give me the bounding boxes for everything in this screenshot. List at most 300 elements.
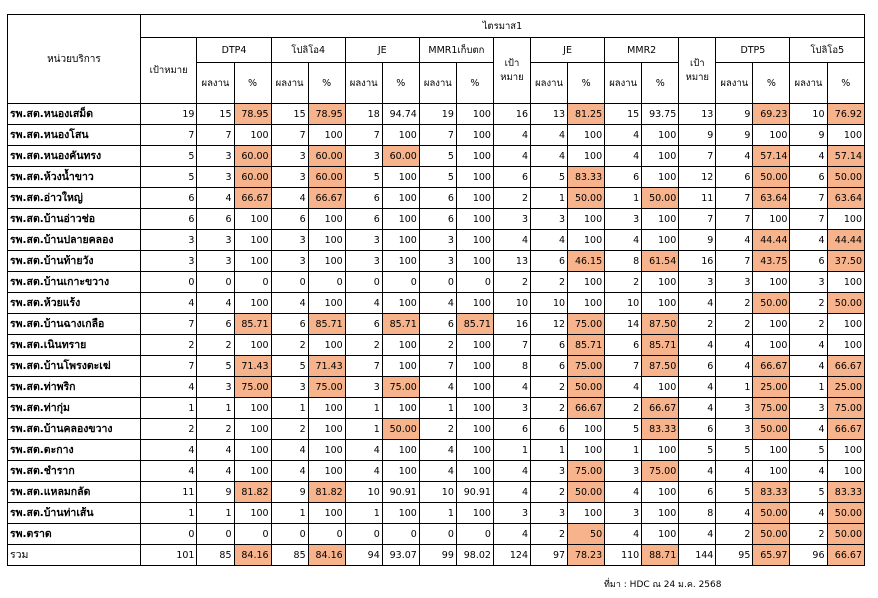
percent-cell: 100 [642,146,679,167]
unit-column-header: หน่วยบริการ [8,15,141,104]
count-cell: 5 [140,146,197,167]
percent-cell: 81.82 [234,482,271,503]
count-cell: 2 [605,398,642,419]
count-cell: 4 [605,146,642,167]
unit-name: รพ.สต.อ่าวใหญ่ [8,188,141,209]
count-cell: 4 [493,377,530,398]
count-cell: 5 [531,167,568,188]
unit-name: รพ.สต.ชำราก [8,461,141,482]
count-cell: 3 [197,167,234,188]
percent-cell: 63.64 [827,188,864,209]
count-cell: 1 [605,440,642,461]
count-cell: 5 [679,440,716,461]
count-cell: 3 [790,272,827,293]
count-cell: 6 [345,314,382,335]
percent-cell: 100 [382,461,419,482]
count-cell: 0 [197,524,234,545]
count-cell: 10 [790,104,827,125]
percent-cell: 50.00 [382,419,419,440]
percent-cell: 87.50 [642,356,679,377]
percent-cell: 100 [456,167,493,188]
count-cell: 4 [716,335,753,356]
percent-cell: 100 [456,356,493,377]
count-cell: 4 [716,230,753,251]
percent-cell: 100 [753,272,790,293]
percent-cell: 85.71 [642,335,679,356]
count-cell: 1 [605,188,642,209]
result-header: ผลงาน [605,63,642,104]
count-cell: 4 [140,440,197,461]
percent-cell: 50.00 [642,188,679,209]
percent-cell: 50.00 [753,293,790,314]
count-cell: 4 [271,188,308,209]
count-cell: 1 [345,503,382,524]
count-cell: 8 [679,503,716,524]
count-cell: 4 [419,293,456,314]
count-cell: 4 [493,524,530,545]
count-cell: 4 [140,293,197,314]
count-cell: 6 [197,314,234,335]
percent-cell: 100 [456,230,493,251]
unit-name: รพ.สต.ท่าพริก [8,377,141,398]
count-cell: 3 [716,398,753,419]
table-row [8,146,865,167]
percent-cell: 100 [827,272,864,293]
count-cell: 0 [197,272,234,293]
count-cell: 2 [716,314,753,335]
percent-cell: 85.71 [234,314,271,335]
percent-cell: 85.71 [568,335,605,356]
count-cell: 4 [419,440,456,461]
percent-cell: 44.44 [827,230,864,251]
count-cell: 2 [716,524,753,545]
group-header-je-1: JE [345,38,419,63]
count-cell: 4 [419,377,456,398]
count-cell: 2 [345,335,382,356]
percent-cell: 100 [456,209,493,230]
count-cell: 10 [419,482,456,503]
unit-name: รพ.สต.บ้านท่าเส้น [8,503,141,524]
percent-cell: 100 [234,251,271,272]
percent-cell: 100 [827,314,864,335]
percent-cell: 50.00 [827,167,864,188]
count-cell: 7 [140,314,197,335]
table-row [8,314,865,335]
count-cell: 2 [531,398,568,419]
count-cell: 2 [271,419,308,440]
percent-cell: 100 [568,209,605,230]
count-cell: 0 [271,272,308,293]
percent-cell: 81.25 [568,104,605,125]
percent-cell: 100 [382,356,419,377]
count-cell: 9 [716,125,753,146]
percent-cell: 100 [456,335,493,356]
count-cell: 3 [679,272,716,293]
count-cell: 4 [419,461,456,482]
percent-cell: 100 [568,125,605,146]
count-cell: 6 [419,188,456,209]
percent-header: % [456,63,493,104]
table-row [8,461,865,482]
count-cell: 2 [419,335,456,356]
count-cell: 7 [679,209,716,230]
count-cell: 4 [271,293,308,314]
count-cell: 2 [493,188,530,209]
count-cell: 4 [790,419,827,440]
count-cell: 3 [140,230,197,251]
count-cell: 9 [197,482,234,503]
percent-cell: 100 [568,230,605,251]
count-cell: 4 [493,230,530,251]
percent-cell: 63.64 [753,188,790,209]
count-cell: 95 [716,545,753,566]
count-cell: 7 [345,125,382,146]
table-row [8,293,865,314]
percent-cell: 100 [753,314,790,335]
table-row [8,209,865,230]
table-row [8,440,865,461]
group-header-polio5: โปลิโอ5 [790,38,865,63]
count-cell: 2 [531,524,568,545]
percent-header: % [642,63,679,104]
table-row [8,272,865,293]
count-cell: 6 [345,209,382,230]
count-cell: 2 [790,524,827,545]
table-row [8,398,865,419]
count-cell: 4 [716,356,753,377]
percent-cell: 50.00 [753,524,790,545]
count-cell: 110 [605,545,642,566]
count-cell: 11 [140,482,197,503]
percent-cell: 100 [308,209,345,230]
percent-cell: 0 [234,272,271,293]
count-cell: 4 [345,440,382,461]
table-header [8,15,865,104]
percent-cell: 100 [568,503,605,524]
count-cell: 6 [271,314,308,335]
percent-header: % [568,63,605,104]
percent-cell: 75.00 [568,461,605,482]
count-cell: 0 [140,272,197,293]
percent-cell: 81.82 [308,482,345,503]
count-cell: 4 [679,461,716,482]
percent-cell: 100 [753,335,790,356]
unit-name: รพ.สต.หนองเสม็ด [8,104,141,125]
count-cell: 7 [790,209,827,230]
count-cell: 9 [679,230,716,251]
percent-cell: 50.00 [827,524,864,545]
table-row [8,335,865,356]
percent-cell: 69.23 [753,104,790,125]
percent-cell: 100 [456,104,493,125]
percent-cell: 90.91 [456,482,493,503]
table-row [8,167,865,188]
count-cell: 2 [531,482,568,503]
count-cell: 7 [140,356,197,377]
unit-name: รพ.สต.บ้านโพรงตะเฆ่ [8,356,141,377]
percent-cell: 60.00 [234,146,271,167]
group-header-dtp4: DTP4 [197,38,271,63]
count-cell: 5 [345,167,382,188]
percent-cell: 100 [234,461,271,482]
count-cell: 4 [493,125,530,146]
count-cell: 7 [493,335,530,356]
count-cell: 4 [531,146,568,167]
percent-cell: 100 [234,230,271,251]
count-cell: 3 [197,146,234,167]
count-cell: 3 [790,398,827,419]
count-cell: 7 [716,251,753,272]
percent-cell: 83.33 [827,482,864,503]
percent-cell: 25.00 [753,377,790,398]
percent-cell: 100 [308,230,345,251]
count-cell: 4 [716,461,753,482]
percent-cell: 46.15 [568,251,605,272]
count-cell: 3 [345,230,382,251]
percent-cell: 100 [827,209,864,230]
count-cell: 7 [345,356,382,377]
percent-cell: 75.00 [753,398,790,419]
percent-cell: 100 [308,440,345,461]
percent-cell: 75.00 [234,377,271,398]
count-cell: 5 [716,440,753,461]
count-cell: 15 [271,104,308,125]
unit-name: รพ.สต.แหลมกลัด [8,482,141,503]
count-cell: 0 [419,524,456,545]
percent-cell: 100 [568,293,605,314]
count-cell: 94 [345,545,382,566]
unit-name: รพ.สต.หนองคันทรง [8,146,141,167]
count-cell: 15 [197,104,234,125]
count-cell: 0 [345,272,382,293]
count-cell: 4 [790,146,827,167]
count-cell: 4 [679,293,716,314]
count-cell: 4 [790,335,827,356]
count-cell: 5 [140,167,197,188]
percent-cell: 100 [308,335,345,356]
count-cell: 3 [345,146,382,167]
percent-cell: 100 [753,440,790,461]
count-cell: 4 [493,461,530,482]
count-cell: 5 [271,356,308,377]
percent-cell: 100 [382,440,419,461]
count-cell: 1 [419,503,456,524]
percent-cell: 50 [568,524,605,545]
percent-cell: 100 [642,524,679,545]
count-cell: 9 [271,482,308,503]
percent-cell: 78.23 [568,545,605,566]
count-cell: 5 [197,356,234,377]
count-cell: 6 [345,188,382,209]
table-row [8,356,865,377]
percent-cell: 78.95 [308,104,345,125]
unit-name: รพ.สต.ตะกาง [8,440,141,461]
target-header-3: เป้าหมาย [679,38,716,104]
percent-cell: 50.00 [753,503,790,524]
percent-header: % [382,63,419,104]
unit-name: รพ.สต.บ้านฉางเกลือ [8,314,141,335]
count-cell: 1 [271,398,308,419]
percent-cell: 78.95 [234,104,271,125]
count-cell: 7 [790,188,827,209]
count-cell: 3 [493,398,530,419]
count-cell: 9 [716,104,753,125]
count-cell: 4 [716,146,753,167]
count-cell: 2 [197,335,234,356]
percent-cell: 66.67 [234,188,271,209]
percent-cell: 100 [456,440,493,461]
count-cell: 4 [605,230,642,251]
count-cell: 1 [531,188,568,209]
count-cell: 6 [531,251,568,272]
group-header-je-2: JE [531,38,605,63]
percent-cell: 100 [308,419,345,440]
source-note: ที่มา : HDC ณ 24 ม.ค. 2568 [604,580,722,590]
count-cell: 0 [419,272,456,293]
percent-cell: 75.00 [382,377,419,398]
percent-cell: 100 [456,293,493,314]
percent-cell: 100 [642,125,679,146]
unit-name: รพ.สต.หนองโสน [8,125,141,146]
count-cell: 2 [716,293,753,314]
count-cell: 4 [679,398,716,419]
count-cell: 96 [790,545,827,566]
count-cell: 7 [716,209,753,230]
count-cell: 1 [716,377,753,398]
percent-header: % [827,63,864,104]
percent-cell: 100 [308,461,345,482]
percent-cell: 0 [382,272,419,293]
result-header: ผลงาน [716,63,753,104]
count-cell: 3 [197,230,234,251]
percent-cell: 100 [642,377,679,398]
count-cell: 1 [531,440,568,461]
count-cell: 5 [790,440,827,461]
percent-cell: 76.92 [827,104,864,125]
percent-cell: 71.43 [234,356,271,377]
count-cell: 4 [679,377,716,398]
percent-cell: 44.44 [753,230,790,251]
percent-cell: 100 [234,125,271,146]
count-cell: 7 [605,356,642,377]
percent-cell: 100 [382,398,419,419]
count-cell: 7 [197,125,234,146]
count-cell: 4 [679,524,716,545]
count-cell: 0 [140,524,197,545]
count-cell: 16 [679,251,716,272]
count-cell: 144 [679,545,716,566]
percent-cell: 100 [568,146,605,167]
unit-name: รวม [8,545,141,566]
count-cell: 2 [531,272,568,293]
count-cell: 9 [790,125,827,146]
percent-cell: 100 [382,503,419,524]
target-header-2: เป้าหมาย [493,38,530,104]
count-cell: 1 [493,440,530,461]
count-cell: 1 [197,398,234,419]
count-cell: 2 [531,377,568,398]
percent-cell: 50.00 [568,377,605,398]
percent-cell: 50.00 [753,167,790,188]
unit-name: รพ.ตราด [8,524,141,545]
percent-cell: 83.33 [753,482,790,503]
count-cell: 4 [605,377,642,398]
percent-cell: 100 [234,503,271,524]
count-cell: 8 [493,356,530,377]
count-cell: 3 [605,503,642,524]
count-cell: 14 [605,314,642,335]
count-cell: 1 [419,398,456,419]
percent-cell: 100 [456,188,493,209]
count-cell: 4 [345,293,382,314]
percent-cell: 66.67 [827,356,864,377]
percent-cell: 0 [456,272,493,293]
percent-cell: 50.00 [827,293,864,314]
count-cell: 3 [271,377,308,398]
percent-cell: 37.50 [827,251,864,272]
count-cell: 3 [419,251,456,272]
percent-cell: 100 [753,125,790,146]
count-cell: 7 [679,146,716,167]
percent-cell: 100 [382,167,419,188]
percent-cell: 100 [456,377,493,398]
unit-name: รพ.สต.ท่ากุ่ม [8,398,141,419]
count-cell: 18 [345,104,382,125]
percent-cell: 100 [234,398,271,419]
percent-cell: 100 [456,125,493,146]
percent-header: % [308,63,345,104]
percent-cell: 66.67 [308,188,345,209]
count-cell: 10 [493,293,530,314]
count-cell: 6 [419,314,456,335]
count-cell: 0 [345,524,382,545]
percent-cell: 100 [456,503,493,524]
count-cell: 3 [716,419,753,440]
percent-cell: 100 [827,125,864,146]
percent-cell: 0 [382,524,419,545]
percent-cell: 85.71 [308,314,345,335]
count-cell: 4 [345,461,382,482]
count-cell: 1 [345,398,382,419]
percent-cell: 66.67 [827,545,864,566]
count-cell: 6 [605,167,642,188]
percent-cell: 100 [642,293,679,314]
percent-cell: 84.16 [234,545,271,566]
percent-cell: 100 [456,251,493,272]
count-cell: 5 [419,167,456,188]
count-cell: 3 [605,461,642,482]
percent-cell: 100 [382,251,419,272]
count-cell: 12 [679,167,716,188]
count-cell: 4 [605,125,642,146]
count-cell: 4 [716,503,753,524]
count-cell: 4 [531,230,568,251]
percent-cell: 100 [642,209,679,230]
count-cell: 4 [790,356,827,377]
count-cell: 7 [716,188,753,209]
count-cell: 97 [531,545,568,566]
percent-cell: 60.00 [308,167,345,188]
percent-cell: 100 [456,461,493,482]
percent-cell: 57.14 [753,146,790,167]
percent-cell: 83.33 [642,419,679,440]
count-cell: 3 [605,209,642,230]
count-cell: 4 [493,482,530,503]
percent-cell: 50.00 [568,188,605,209]
count-cell: 6 [140,209,197,230]
count-cell: 3 [419,230,456,251]
result-header: ผลงาน [531,63,568,104]
